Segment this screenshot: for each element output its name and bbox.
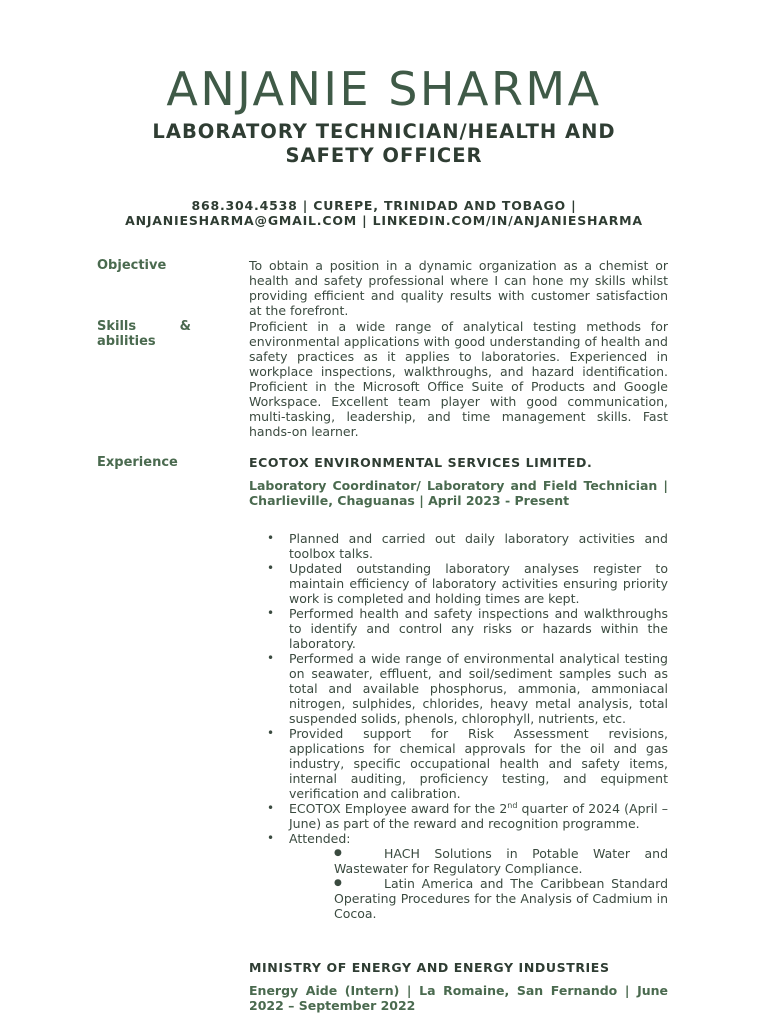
- bullet-icon: •: [267, 651, 275, 665]
- candidate-name: ANJANIE SHARMA: [166, 62, 602, 116]
- bullet-icon: •: [267, 831, 275, 845]
- bullet-icon: •: [267, 726, 275, 740]
- bullet-icon: •: [267, 531, 275, 545]
- list-item: • Provided support for Risk Assessment revisions, applications for chemical approvals for the oil and gas industry, specific occupational health and safety items, internal auditing, proficiency testing, and equipment verification and calibration.: [267, 726, 668, 801]
- contact-info: [80, 198, 688, 228]
- objective-label: Objective: [97, 258, 167, 273]
- contact-line-1: 868.304.4538 | CUREPE, TRINIDAD AND TOBAGO |: [191, 198, 577, 213]
- experience-label: Experience: [97, 455, 178, 470]
- objective-text: To obtain a position in a dynamic organization as a chemist or health and safety professional where I can hone my skills whilst providing efficient and quality results with customer satisfaction at the forefront.: [249, 258, 668, 318]
- sub-list-item: ● Latin America and The Caribbean Standard Operating Procedures for the Analysis of Cadmium in Cocoa.: [334, 876, 668, 921]
- job-role: Laboratory Coordinator/ Laboratory and Field Technician | Charlieville, Chaguanas | April 2023 - Present: [249, 478, 668, 508]
- list-item: • Performed a wide range of environmental analytical testing on seawater, effluent, and soil/sediment samples such as total and available phosphorus, ammonia, ammoniacal nitrogen, sulphides, chlorides, heavy metal analysis, total suspended solids, phenols, chlorophyll, nutrients, etc.: [267, 651, 668, 726]
- sub-bullet-icon: ●: [334, 878, 342, 888]
- bullet-icon: •: [267, 801, 275, 815]
- company-name-2: MINISTRY OF ENERGY AND ENERGY INDUSTRIES: [249, 960, 610, 975]
- list-item: • Planned and carried out daily laboratory activities and toolbox talks.: [267, 531, 668, 561]
- job-role-2: Energy Aide (Intern) | La Romaine, San Fernando | June 2022 – September 2022: [249, 983, 668, 1013]
- list-item: • Performed health and safety inspections and walkthroughs to identify and control any risks or hazards within the laboratory.: [267, 606, 668, 651]
- list-item: • Updated outstanding laboratory analyses register to maintain efficiency of laboratory activities ensuring priority work is completed and holding times are kept.: [267, 561, 668, 606]
- contact-line-2: ANJANIESHARMA@GMAIL.COM | LINKEDIN.COM/IN/ANJANIESHARMA: [125, 213, 643, 228]
- job-title: LABORATORY TECHNICIAN/HEALTH AND SAFETY OFFICER: [152, 120, 616, 167]
- bullet-icon: •: [267, 561, 275, 575]
- list-item-attended: • Attended: ● HACH Solutions in Potable Water and Wastewater for Regulatory Compliance. ● Latin America and The Caribbean Standard Operating Procedures for the Analysis of Cadmium in Cocoa.: [267, 831, 668, 921]
- skills-text: Proficient in a wide range of analytical testing methods for environmental applications with good understanding of health and safety practices as it applies to laboratories. Experienced in workplace inspections, walkthroughs, and hazard identification. Proficient in the Microsoft Office Suite of Products and Google Workspace. Excellent team player with good communication, multi-tasking, leadership, and time management skills. Fast hands-on learner.: [249, 319, 668, 439]
- company-name: ECOTOX ENVIRONMENTAL SERVICES LIMITED.: [249, 455, 593, 470]
- skills-label: Skills & abilities: [97, 319, 191, 349]
- attended-list: [289, 846, 668, 921]
- list-item-award: • ECOTOX Employee award for the 2nd quarter of 2024 (April – June) as part of the reward and recognition programme.: [267, 800, 668, 831]
- job-bullets: [249, 531, 668, 921]
- sub-list-item: ● HACH Solutions in Potable Water and Wastewater for Regulatory Compliance.: [334, 846, 668, 876]
- bullet-icon: •: [267, 606, 275, 620]
- sub-bullet-icon: ●: [334, 848, 342, 858]
